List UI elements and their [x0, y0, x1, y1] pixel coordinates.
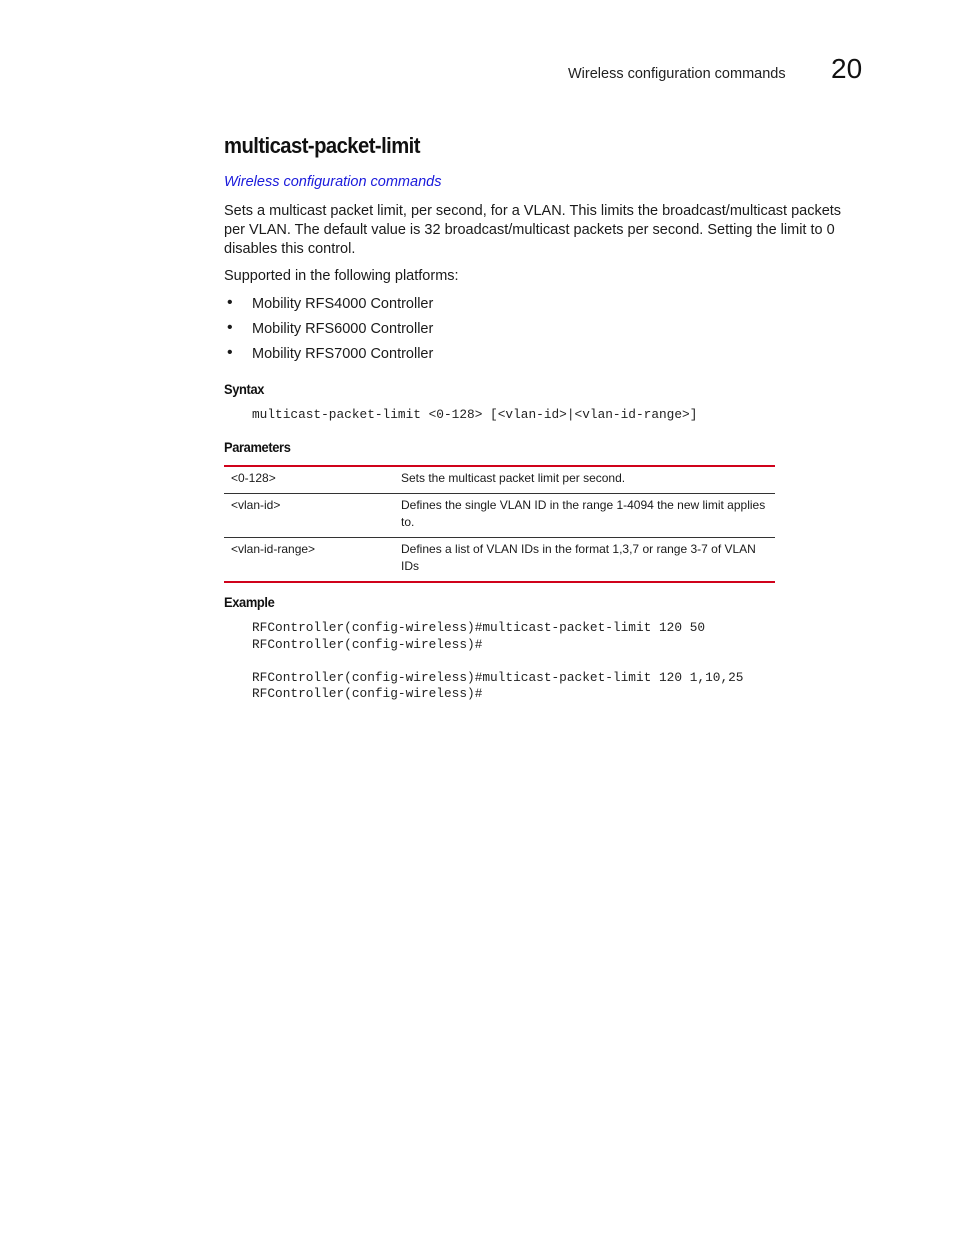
chapter-number: 20	[831, 53, 863, 84]
cross-reference-link[interactable]: Wireless configuration commands	[224, 174, 442, 190]
page-title: multicast-packet-limit	[224, 133, 420, 158]
example-code-line: RFController(config-wireless)#multicast-packet-limit 120 1,10,25	[252, 670, 744, 685]
bullet-icon: •	[227, 294, 233, 311]
running-header-title: Wireless configuration commands	[568, 66, 786, 82]
description-paragraph: Sets a multicast packet limit, per second, for a VLAN. This limits the broadcast/multicast packets per VLAN. The default value is 32 broadcast/multicast packets per second. Setting the limit to 0 disables this control.	[224, 203, 842, 257]
platform-list	[224, 296, 433, 371]
example-code-line: RFController(config-wireless)#	[252, 686, 483, 701]
example-code-line: RFController(config-wireless)#multicast-packet-limit 120 50	[252, 620, 706, 635]
list-item	[224, 321, 433, 346]
parameters-heading: Parameters	[224, 439, 291, 455]
example-code-line: RFController(config-wireless)#	[252, 637, 483, 652]
table-row	[224, 466, 775, 494]
parameter-name: <0-128>	[231, 471, 276, 485]
example-heading: Example	[224, 594, 275, 610]
platform-label: Mobility RFS6000 Controller	[252, 321, 434, 337]
bullet-icon: •	[227, 319, 233, 336]
parameter-description: Defines a list of VLAN IDs in the format 1,3,7 or range 3-7 of VLAN IDs	[401, 542, 756, 573]
syntax-code: multicast-packet-limit <0-128> [<vlan-id>|<vlan-id-range>]	[252, 407, 698, 422]
parameter-name: <vlan-id>	[231, 498, 281, 512]
parameter-name: <vlan-id-range>	[231, 542, 316, 556]
parameter-description: Sets the multicast packet limit per second.	[401, 471, 626, 485]
list-item	[224, 346, 433, 371]
table-row	[224, 494, 775, 538]
list-item	[224, 296, 433, 321]
platform-label: Mobility RFS7000 Controller	[252, 346, 434, 362]
parameters-table	[224, 465, 775, 583]
platform-label: Mobility RFS4000 Controller	[252, 296, 434, 312]
supported-platforms-intro: Supported in the following platforms:	[224, 268, 459, 284]
parameter-description: Defines the single VLAN ID in the range 1-4094 the new limit applies to.	[401, 498, 766, 529]
bullet-icon: •	[227, 344, 233, 361]
table-row	[224, 538, 775, 583]
syntax-heading: Syntax	[224, 381, 265, 397]
